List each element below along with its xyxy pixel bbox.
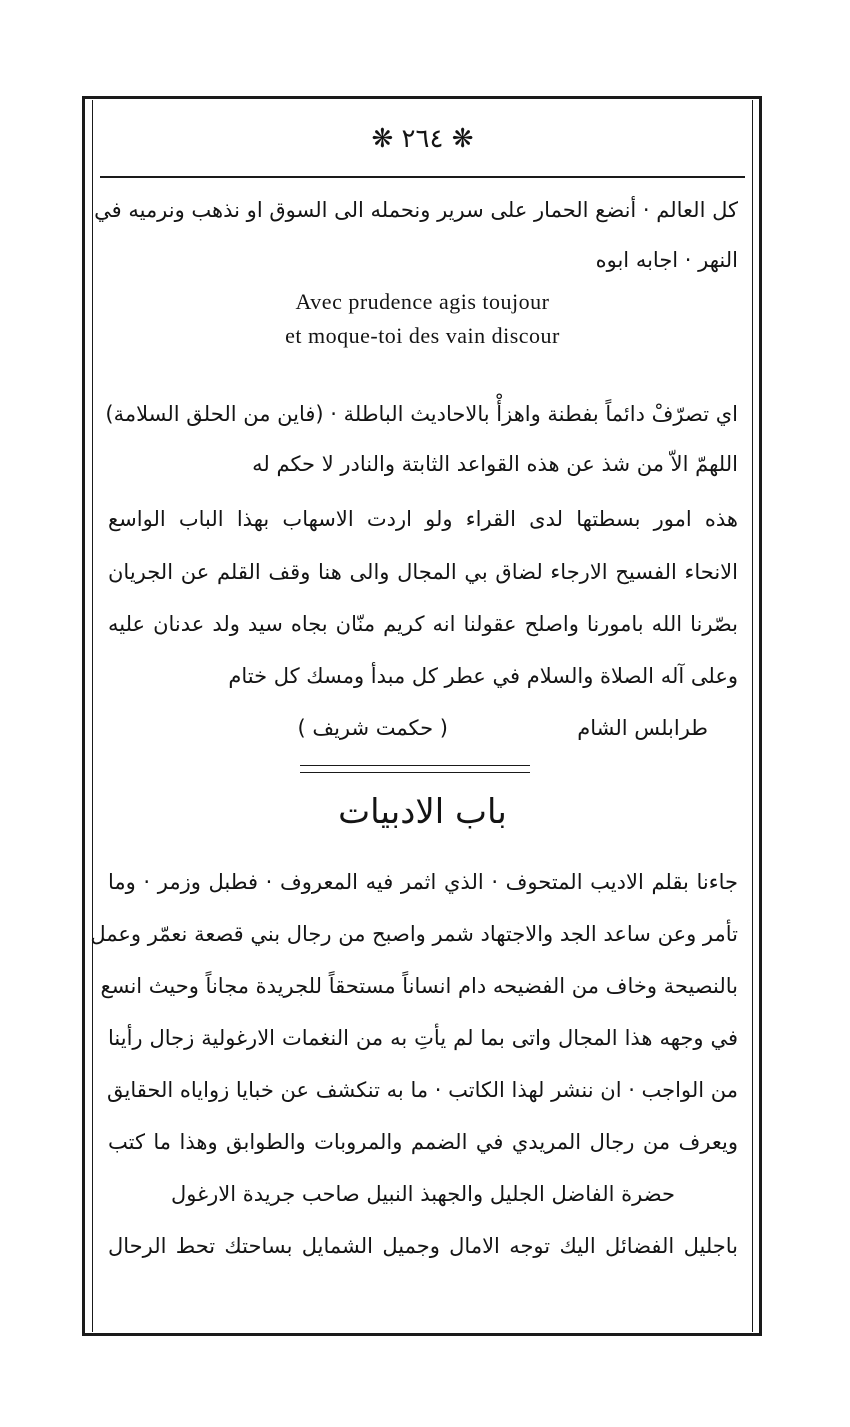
paragraph4-line7: حضرة الفاضل الجليل والجهبذ النبيل صاحب جريدة الارغول xyxy=(171,1182,675,1206)
paragraph4-line5: من الواجب · ان ننشر لهذا الكاتب · ما به تنكشف عن خبايا زواياه الحقايق xyxy=(107,1078,738,1102)
paragraph2-line2: اللهمّ الاّ من شذ عن هذه القواعد الثابتة والنادر لا حكم له xyxy=(252,452,738,476)
paragraph4-line6: ويعرف من رجال المريدي في الضمم والمروبات والطوابق وهذا ما كتب xyxy=(108,1130,738,1154)
section-title: باب الادبيات xyxy=(338,792,507,832)
paragraph3-line3: بصّرنا الله بامورنا واصلح عقولنا انه كريم منّان بجاه سيد ولد عدنان عليه xyxy=(108,612,738,636)
paragraph1-line1: كل العالم · أنضع الحمار على سرير ونحمله الى السوق او نذهب ونرميه في xyxy=(94,198,738,222)
paragraph4-line3: بالنصيحة وخاف من الفضيحه دام انساناً مستحقاً للجريدة مجاناً وحيث انسع xyxy=(100,974,738,998)
paragraph4-line8: باجليل الفضائل اليك توجه الامال وجميل الشمايل بساحتك تحط الرحال xyxy=(108,1234,738,1258)
paragraph4-line4: في وجهه هذا المجال واتى بما لم يأتِ به من النغمات الارغولية زجال رأينا xyxy=(108,1026,738,1050)
french-verse-line1: Avec prudence agis toujour xyxy=(295,289,550,314)
inner-border-left xyxy=(92,100,93,1332)
paragraph4-line2: تأمر وعن ساعد الجد والاجتهاد شمر واصبح من رجال بني قصعة نعمّر وعمل xyxy=(90,922,738,946)
separator-rule-top xyxy=(300,765,530,766)
paragraph3-line4: وعلى آله الصلاة والسلام في عطر كل مبدأ ومسك كل ختام xyxy=(228,664,738,688)
signature-author: ( حكمت شريف ) xyxy=(297,716,448,740)
page-number: ❋ ٢٦٤ ❋ xyxy=(371,124,474,154)
paragraph3-line1: هذه امور بسطتها لدى القراء ولو اردت الاسهاب بهذا الباب الواسع xyxy=(108,507,738,531)
paragraph3-line2: الانحاء الفسيح الارجاء لضاق بي المجال والى هنا وقف القلم عن الجريان xyxy=(108,560,738,584)
inner-border-right xyxy=(752,100,753,1332)
paragraph1-line2: النهر · اجابه ابوه xyxy=(595,248,738,272)
paragraph4-line1: جاءنا بقلم الاديب المتحوف · الذي اثمر فيه المعروف · فطبل وزمر · وما xyxy=(108,870,738,894)
paragraph2-line1: اي تصرّفْ دائماً بفطنة واهزأْ بالاحاديث الباطلة · (فاين من الحلق السلامة) xyxy=(105,402,738,426)
separator-rule-bottom xyxy=(300,772,530,773)
signature-place: طرابلس الشام xyxy=(577,716,708,740)
french-verse-line2: et moque-toi des vain discour xyxy=(285,323,560,348)
header-rule xyxy=(100,176,745,178)
